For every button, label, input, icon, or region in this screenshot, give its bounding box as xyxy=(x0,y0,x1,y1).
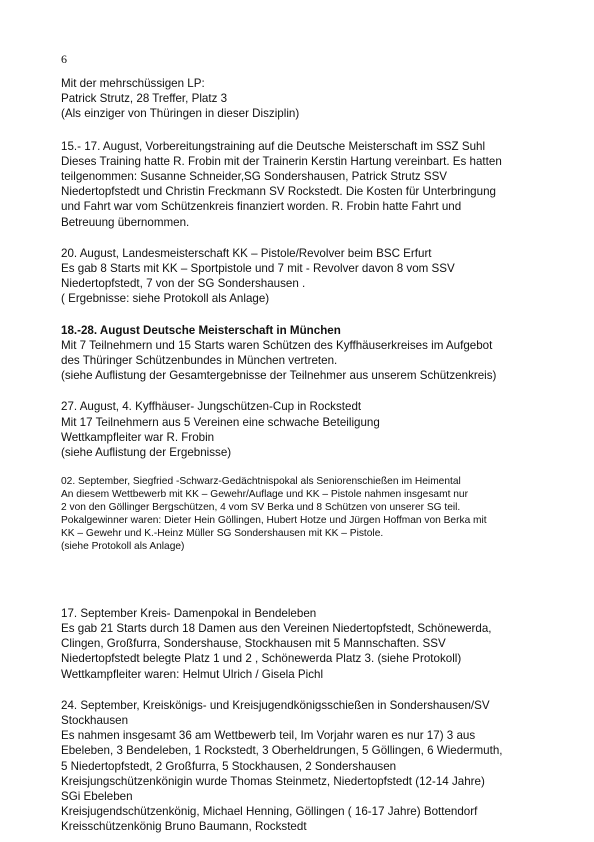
text-line: KK – Gewehr und K.-Heinz Müller SG Sondershausen mit KK – Pistole. xyxy=(61,527,384,539)
text-line: Pokalgewinner waren: Dieter Hein Göllingen, Hubert Hotze und Jürgen Hoffman von Berka mit xyxy=(61,514,487,526)
text-line: 27. August, 4. Kyffhäuser- Jungschützen-Cup in Rockstedt xyxy=(61,400,362,414)
text-line: Kreisjugendschützenkönig, Michael Henning, Göllingen ( 16-17 Jahre) Bottendorf xyxy=(61,805,478,819)
text-line: 18.-28. August Deutsche Meisterschaft in München xyxy=(61,323,341,337)
landesmeisterschaft-block xyxy=(61,246,551,307)
koenigsschiessen-block xyxy=(61,698,551,835)
text-line: Betreuung übernommen. xyxy=(61,215,190,229)
text-line: 24. September, Kreiskönigs- und Kreisjugendkönigsschießen in Sondershausen/SV xyxy=(61,698,490,712)
text-line: Mit 17 Teilnehmern aus 5 Vereinen eine schwache Beteiligung xyxy=(61,415,380,429)
text-line: (siehe Auflistung der Ergebnisse) xyxy=(61,446,232,460)
text-line: Wettkampfleiter war R. Frobin xyxy=(61,430,215,444)
text-line: Niedertopfstedt belegte Platz 1 und 2 , Schönewerda Platz 3. (siehe Protokoll) xyxy=(61,652,462,666)
text-line: des Thüringer Schützenbundes in München vertreten. xyxy=(61,354,338,368)
text-line: 20. August, Landesmeisterschaft KK – Pistole/Revolver beim BSC Erfurt xyxy=(61,246,432,260)
text-line: An diesem Wettbewerb mit KK – Gewehr/Auflage und KK – Pistole nahmen insgesamt nur xyxy=(61,489,468,501)
text-line: ( Ergebnisse: siehe Protokoll als Anlage) xyxy=(61,292,270,306)
text-line: teilgenommen: Susanne Schneider,SG Sondershausen, Patrick Strutz SSV xyxy=(61,170,448,184)
text-line: 02. September, Siegfried -Schwarz-Gedächtnispokal als Seniorenschießen im Heimental xyxy=(61,476,461,488)
jungschuetzen-cup-block xyxy=(61,399,551,460)
lp-result-block xyxy=(61,76,551,122)
deutsche-meisterschaft-block xyxy=(61,323,551,384)
gedaechtnispokal-block xyxy=(61,476,551,553)
text-line: Es gab 21 Starts durch 18 Damen aus den Vereinen Niedertopfstedt, Schönewerda, xyxy=(61,621,492,635)
text-line: Mit 7 Teilnehmern und 15 Starts waren Schützen des Kyffhäuserkreises im Aufgebot xyxy=(61,338,493,352)
text-line: und Fahrt war vom Schützenkreis finanziert worden. R. Frobin hatte Fahrt und xyxy=(61,200,462,214)
text-line: Es nahmen insgesamt 36 am Wettbewerb teil, Im Vorjahr waren es nur 17) 3 aus xyxy=(61,729,476,743)
text-line: 15.- 17. August, Vorbereitungstraining auf die Deutsche Meisterschaft im SSZ Suhl xyxy=(61,139,486,153)
text-line: Dieses Training hatte R. Frobin mit der Trainerin Kerstin Hartung vereinbart. Es hatten xyxy=(61,154,502,168)
text-line: Kreisschützenkönig Bruno Baumann, Rockstedt xyxy=(61,820,307,834)
damenpokal-block xyxy=(61,606,551,682)
page-number: 6 xyxy=(61,52,67,66)
text-line: Niedertopfstedt, 7 von der SG Sondershausen . xyxy=(61,277,306,291)
document-body xyxy=(61,76,551,835)
text-line: (Als einziger von Thüringen in dieser Disziplin) xyxy=(61,107,300,121)
text-line: Ebeleben, 3 Bendeleben, 1 Rockstedt, 3 Oberheldrungen, 5 Göllingen, 6 Wiedermuth, xyxy=(61,744,503,758)
text-line: 17. September Kreis- Damenpokal in Bendeleben xyxy=(61,606,317,620)
text-line: (siehe Auflistung der Gesamtergebnisse der Teilnehmer aus unserem Schützenkreis) xyxy=(61,369,497,383)
training-suhl-block xyxy=(61,139,551,230)
text-line: Stockhausen xyxy=(61,713,129,727)
text-line: Clingen, Großfurra, Sondershause, Stockhausen mit 5 Mannschaften. SSV xyxy=(61,637,446,651)
text-line: 5 Niedertopfstedt, 2 Großfurra, 5 Stockhausen, 2 Sondershausen xyxy=(61,759,397,773)
text-line: Patrick Strutz, 28 Treffer, Platz 3 xyxy=(61,92,228,106)
text-line: 2 von den Göllinger Bergschützen, 4 vom SV Berka und 8 Schützen von unserer SG teil. xyxy=(61,502,461,514)
text-line: SGi Ebeleben xyxy=(61,789,133,803)
text-line: Wettkampfleiter waren: Helmut Ulrich / Gisela Pichl xyxy=(61,667,324,681)
text-line: (siehe Protokoll als Anlage) xyxy=(61,540,185,552)
text-line: Niedertopfstedt und Christin Freckmann SV Rockstedt. Die Kosten für Unterbringung xyxy=(61,185,496,199)
text-line: Mit der mehrschüssigen LP: xyxy=(61,77,205,90)
text-line: Kreisjungschützenkönigin wurde Thomas Steinmetz, Niedertopfstedt (12-14 Jahre) xyxy=(61,774,485,788)
text-line: Es gab 8 Starts mit KK – Sportpistole und 7 mit - Revolver davon 8 vom SSV xyxy=(61,262,455,276)
